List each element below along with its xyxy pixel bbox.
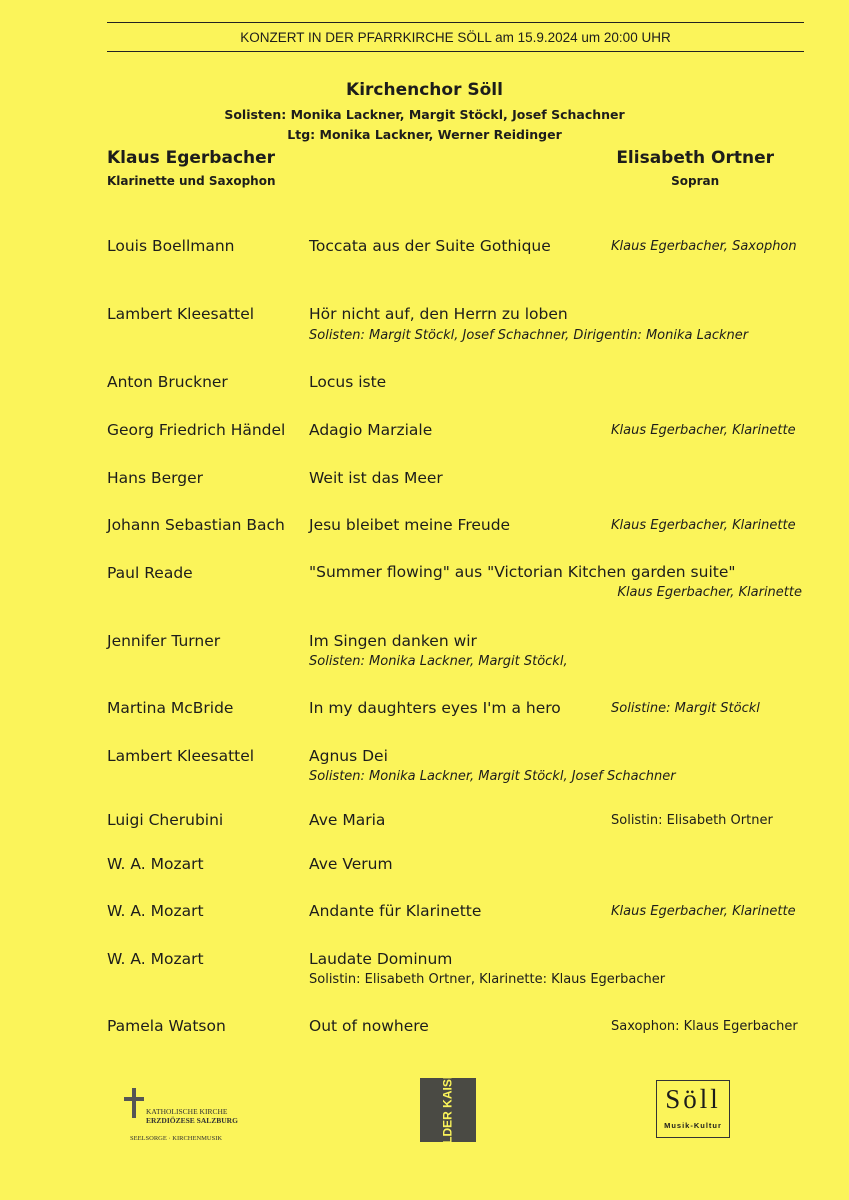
work-title: Jesu bleibet meine Freude	[309, 516, 511, 534]
composer: Martina McBride	[107, 699, 234, 717]
wilder-kaiser-logo	[420, 1062, 476, 1158]
church-logo-line3: SEELSORGE · KIRCHENMUSIK	[130, 1135, 223, 1142]
performer: Solistin: Elisabeth Ortner	[611, 813, 773, 828]
performer: Klaus Egerbacher, Klarinette	[611, 904, 796, 919]
composer: W. A. Mozart	[107, 855, 204, 873]
soloist-left	[107, 148, 276, 188]
concert-banner	[107, 22, 804, 52]
soloist-left-role: Klarinette und Saxophon	[107, 174, 276, 188]
work-title: In my daughters eyes I'm a hero	[309, 699, 561, 717]
composer: W. A. Mozart	[107, 902, 204, 920]
soloist-right	[616, 148, 774, 188]
composer: Georg Friedrich Händel	[107, 421, 286, 439]
composer: Johann Sebastian Bach	[107, 516, 285, 534]
composer: Jennifer Turner	[107, 632, 221, 650]
work-detail: Solisten: Monika Lackner, Margit Stöckl, Josef Schachner	[309, 769, 676, 784]
choir-soloists: Solisten: Monika Lackner, Margit Stöckl, Josef Schachner	[224, 107, 625, 122]
composer: W. A. Mozart	[107, 950, 204, 968]
performer: Klaus Egerbacher, Saxophon	[611, 239, 797, 254]
church-logo-line1: KATHOLISCHE KIRCHE	[146, 1107, 228, 1116]
composer: Lambert Kleesattel	[107, 305, 255, 323]
composer: Anton Bruckner	[107, 373, 228, 391]
church-logo-line2: ERZDIÖZESE SALZBURG	[146, 1116, 238, 1125]
work-title: Ave Verum	[309, 855, 393, 873]
banner-text: KONZERT IN DER PFARRKIRCHE SÖLL am 15.9.2024 um 20:00 UHR	[240, 29, 671, 45]
work-title: Out of nowhere	[309, 1017, 429, 1035]
work-detail: Solisten: Margit Stöckl, Josef Schachner, Dirigentin: Monika Lackner	[309, 328, 749, 343]
composer: Pamela Watson	[107, 1017, 226, 1035]
soloist-left-name: Klaus Egerbacher	[107, 148, 276, 168]
performer: Klaus Egerbacher, Klarinette	[611, 423, 796, 438]
composer: Hans Berger	[107, 469, 203, 487]
work-title: Toccata aus der Suite Gothique	[309, 237, 551, 255]
performer: Saxophon: Klaus Egerbacher	[611, 1019, 798, 1034]
work-title: Weit ist das Meer	[309, 469, 443, 487]
performer: Klaus Egerbacher, Klarinette	[611, 518, 796, 533]
work-title: "Summer flowing" aus "Victorian Kitchen garden suite"	[309, 563, 736, 581]
work-detail: Solistin: Elisabeth Ortner, Klarinette: Klaus Egerbacher	[309, 972, 666, 987]
soloist-right-name: Elisabeth Ortner	[616, 148, 774, 168]
soell-logo-word: Söll	[665, 1084, 721, 1114]
work-detail: Solisten: Monika Lackner, Margit Stöckl,	[309, 654, 568, 669]
soell-logo-subtitle: Musik-Kultur	[664, 1121, 722, 1130]
wilder-kaiser-text: WILDER KAISER	[440, 1062, 455, 1158]
church-logo	[118, 1088, 258, 1148]
work-title: Im Singen danken wir	[309, 632, 477, 650]
work-title: Ave Maria	[309, 811, 386, 829]
work-title: Agnus Dei	[309, 747, 388, 765]
choir-direction: Ltg: Monika Lackner, Werner Reidinger	[287, 127, 562, 142]
work-title: Adagio Marziale	[309, 421, 433, 439]
cross-icon	[122, 1088, 146, 1118]
composer: Louis Boellmann	[107, 237, 235, 255]
soloist-right-role: Sopran	[671, 174, 720, 188]
work-title: Andante für Klarinette	[309, 902, 482, 920]
composer: Luigi Cherubini	[107, 811, 224, 829]
composer: Lambert Kleesattel	[107, 747, 255, 765]
work-detail: Klaus Egerbacher, Klarinette	[617, 585, 802, 600]
composer: Paul Reade	[107, 564, 193, 582]
choir-title: Kirchenchor Söll	[346, 80, 503, 100]
performer: Solistine: Margit Stöckl	[611, 701, 760, 716]
work-title: Laudate Dominum	[309, 950, 453, 968]
soell-logo	[656, 1080, 730, 1138]
work-title: Hör nicht auf, den Herrn zu loben	[309, 305, 568, 323]
work-title: Locus iste	[309, 373, 387, 391]
